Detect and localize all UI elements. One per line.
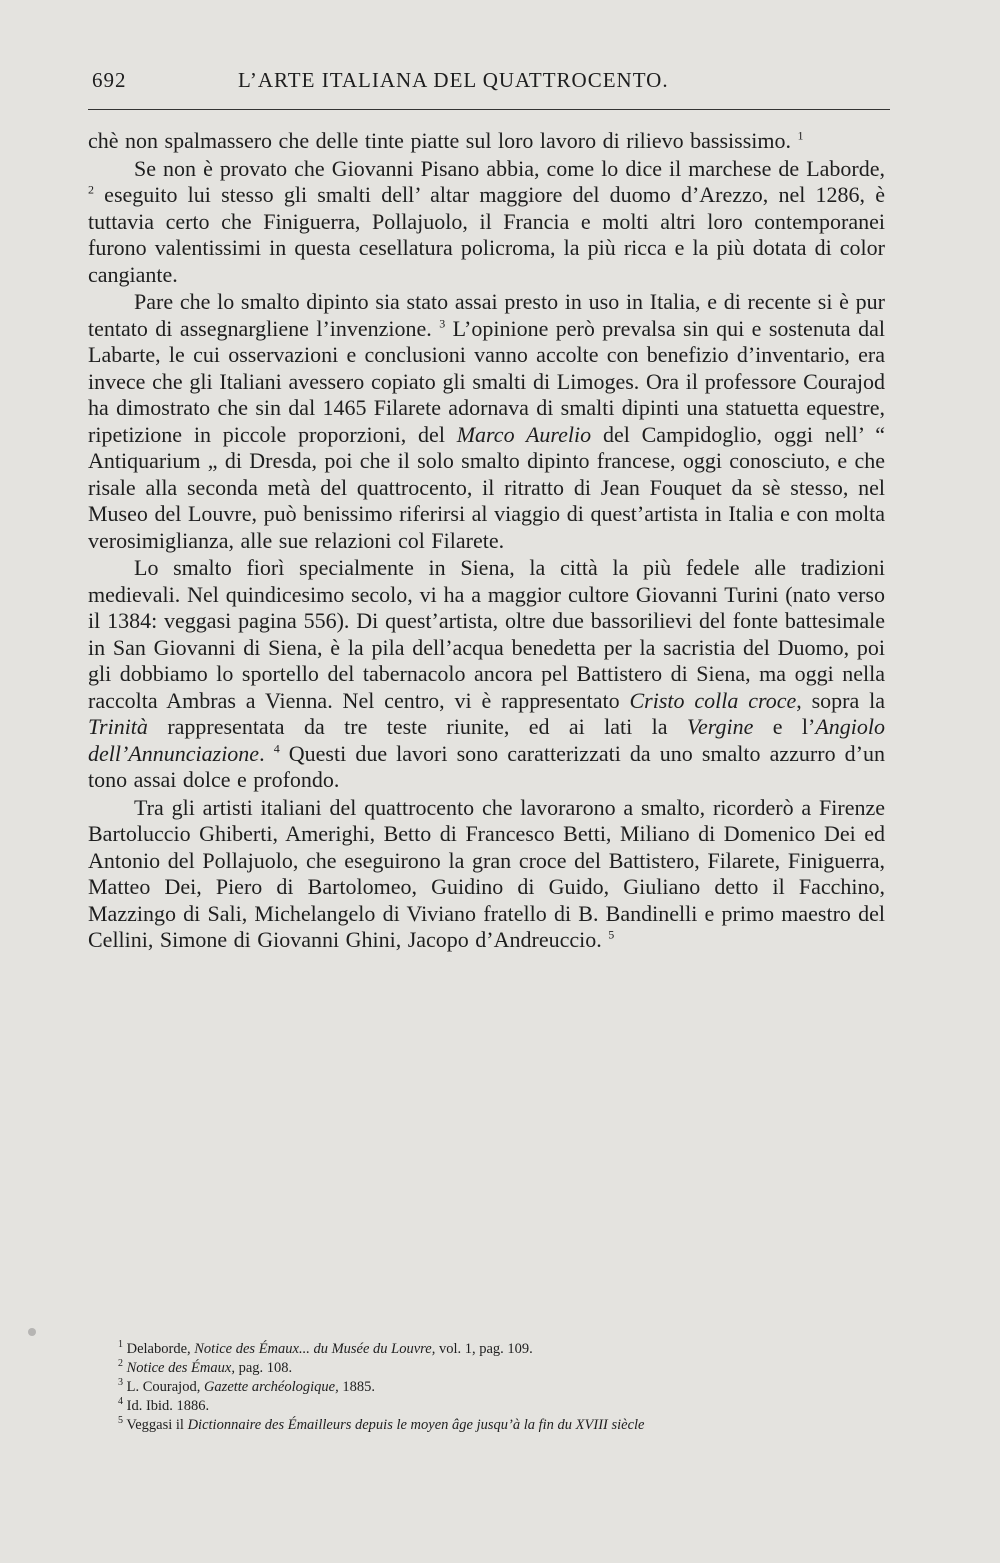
text-run: Lo smalto fiorì specialmente in Siena, la città la più fedele alle tradizioni medievali. Nel quindicesimo secolo, vi ha a maggior cultore Giovanni Turini (nato verso il 1384: veggasi pagina 556). Di quest’artista, oltre due bassorilievi del fonte battesimale in San Giovanni di Siena, è la pila dell’acqua benedetta per la sacristia del Duomo, poi gli dobbiamo lo sportello del tabernacolo ancora pel Battistero di Siena, ma oggi nella raccolta Ambras a Vienna. Nel centro, vi è rappresentato bbox=[88, 555, 885, 713]
text-run: vol. 1, pag. 109. bbox=[435, 1341, 533, 1357]
text-run: Id. Ibid. 1886. bbox=[123, 1398, 210, 1414]
margin-smudge bbox=[28, 1328, 36, 1336]
paragraph bbox=[88, 156, 885, 289]
footnote bbox=[118, 1397, 878, 1416]
text-run: del Campidoglio, oggi nell’ “ Antiquarium „ di Dresda, poi che il solo smalto dipinto francese, oggi conosciuto, e che risale alla seconda metà del quattrocento, il ritratto di Jean Fouquet da sè stesso, nel Museo del Louvre, può benissimo riferirsi al viaggio di quest’artista in Italia e con molta verosimiglianza, alle sue relazioni col Filarete. bbox=[88, 421, 885, 553]
footnote-marker: 1 bbox=[797, 128, 804, 143]
paragraph bbox=[88, 555, 885, 794]
footnote-marker: 3 bbox=[118, 1377, 123, 1389]
text-run: Pare che lo smalto dipinto sia stato assai presto in uso in Italia, e di recente si è pur tentato di assegnargliene l’invenzione. bbox=[88, 289, 885, 341]
header-rule bbox=[88, 109, 890, 110]
page-header bbox=[88, 62, 888, 102]
text-run: L. Courajod, bbox=[123, 1379, 204, 1395]
footnote-marker: 3 bbox=[439, 316, 446, 331]
footnote bbox=[118, 1416, 878, 1435]
page-number: 692 bbox=[92, 68, 127, 92]
text-run: L’opinione però prevalsa sin qui e sostenuta dal Labarte, le cui osservazioni e conclusioni vanno accolte con benefizio d’inventario, era invece che gli Italiani avessero copiato gli smalti di Limoges. Ora il professore Courajod ha dimostrato che sin dal 1465 Filarete adornava di smalti dipinti una statuetta equestre, ripetizione in piccole proporzioni, del bbox=[88, 315, 885, 447]
italic-title: Angiolo dell’Annunciazione bbox=[88, 714, 886, 766]
text-run: 1885. bbox=[338, 1379, 375, 1395]
text-run: Se non è provato che Giovanni Pisano abbia, come lo dice il marchese de Laborde, bbox=[134, 155, 885, 181]
paragraph bbox=[88, 795, 885, 954]
footnote-marker: 2 bbox=[118, 1358, 123, 1370]
text-run: Tra gli artisti italiani del quattrocento che lavorarono a smalto, ricorderò a Firenze Bartoluccio Ghiberti, Amerighi, Betto di Francesco Betti, Miliano di Domenico Dei ed Antonio del Pollajuolo, che eseguirono la gran croce del Battistero, Filarete, Finiguerra, Matteo Dei, Piero di Bartolomeo, Guidino di Guido, Giuliano detto il Facchino, Mazzingo di Sali, Michelangelo di Viviano fratello di B. Bandinelli e primo maestro del Cellini, Simone di Giovanni Ghini, Jacopo d’Andreuccio. bbox=[88, 794, 885, 952]
footnote bbox=[118, 1378, 878, 1397]
text-run: pag. 108. bbox=[234, 1360, 293, 1376]
italic-title: Dictionnaire des Émailleurs depuis le moyen âge jusqu’à la fin du XVIII siècle bbox=[187, 1417, 645, 1433]
italic-title: Cristo colla croce bbox=[629, 687, 797, 713]
text-run: Questi due lavori sono caratterizzati da uno smalto azzurro d’un tono assai dolce e profondo. bbox=[88, 740, 886, 792]
footnote-marker: 1 bbox=[118, 1339, 123, 1351]
footnote-marker: 2 bbox=[88, 182, 94, 197]
text-run: Delaborde, bbox=[123, 1341, 195, 1357]
footnote-marker: 5 bbox=[118, 1415, 123, 1427]
body-text bbox=[88, 128, 885, 954]
footnotes bbox=[118, 1340, 878, 1435]
running-title: L’ARTE ITALIANA DEL QUATTROCENTO. bbox=[238, 68, 669, 92]
text-run: , sopra la bbox=[796, 687, 885, 713]
italic-title: Notice des Émaux, bbox=[126, 1360, 235, 1376]
text-run: . bbox=[259, 740, 274, 766]
text-run: rappresentata da tre teste riunite, ed ai lati la bbox=[147, 714, 687, 739]
footnote bbox=[118, 1359, 878, 1378]
italic-title: Vergine bbox=[686, 714, 754, 739]
footnote-marker: 5 bbox=[608, 927, 615, 942]
footnote-marker: 4 bbox=[118, 1396, 123, 1408]
text-run: eseguito lui stesso gli smalti dell’ altar maggiore del duomo d’Arezzo, nel 1286, è tuttavia certo che Finiguerra, Pollajuolo, il Francia e molti altri loro contemporanei furono valentissimi in questa cesellatura policroma, la più ricca e la più dotata di color cangiante. bbox=[88, 182, 885, 287]
text-run: Veggasi il bbox=[123, 1417, 188, 1433]
footnote bbox=[118, 1340, 878, 1359]
paragraph bbox=[88, 128, 885, 155]
paragraph bbox=[88, 289, 885, 554]
text-run: chè non spalmassero che delle tinte piatte sul loro lavoro di rilievo bassissimo. bbox=[88, 128, 798, 153]
italic-title: Trinità bbox=[88, 714, 148, 739]
italic-title: Notice des Émaux... du Musée du Louvre, bbox=[194, 1341, 436, 1357]
italic-title: Marco Aurelio bbox=[456, 421, 592, 447]
footnote-marker: 4 bbox=[273, 741, 280, 756]
text-run: e l’ bbox=[753, 714, 816, 739]
italic-title: Gazette archéologique, bbox=[203, 1379, 339, 1395]
